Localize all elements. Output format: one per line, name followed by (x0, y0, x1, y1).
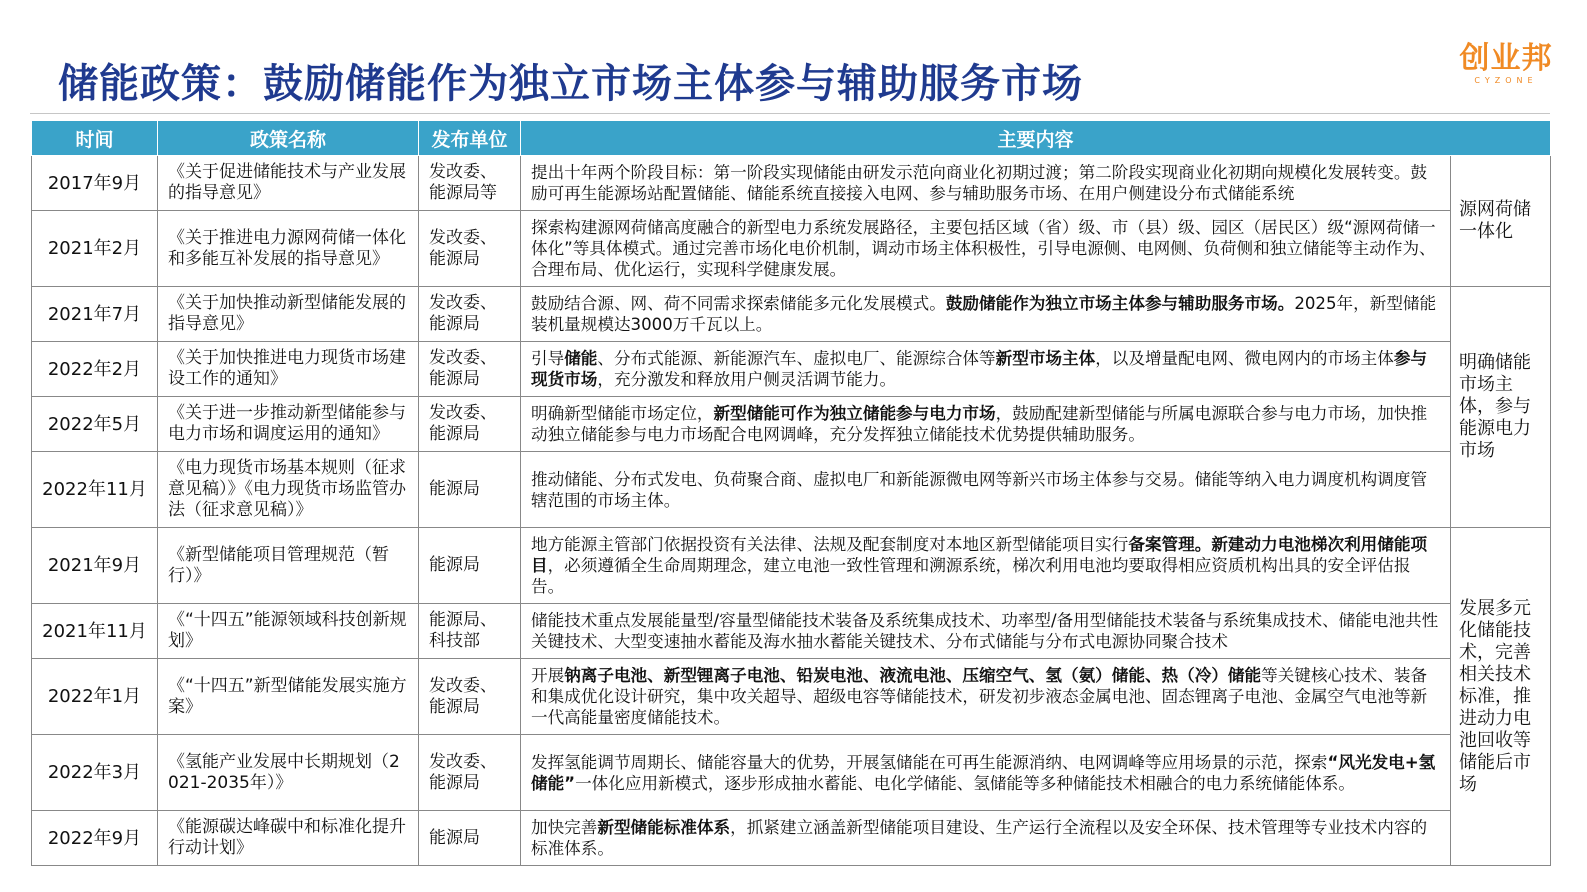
row-content: 推动储能、分布式发电、负荷聚合商、虚拟电厂和新能源微电网等新兴市场主体参与交易。储能等纳入电力调度机构调度管辖范围的市场主体。 (521, 452, 1451, 528)
summary-group-1: 源网荷储一体化 (1451, 156, 1551, 287)
row-content: 探索构建源网荷储高度融合的新型电力系统发展路径，主要包括区域（省）级、市（县）级、园区（居民区）级“源网荷储一体化”等具体模式。通过完善市场化电价机制，调动市场主体积极性，引导电源侧、电网侧、负荷侧和独立储能等主动作为、合理布局、优化运行，实现科学健康发展。 (521, 211, 1451, 287)
table-row (32, 811, 1551, 866)
summary-group-3: 发展多元化储能技术，完善相关技术标准，推进动力电池回收等储能后市场 (1451, 528, 1551, 866)
row-publisher: 发改委、能源局 (419, 342, 521, 397)
row-publisher: 发改委、能源局等 (419, 156, 521, 211)
row-policy-name: 《“十四五”新型储能发展实施方案》 (158, 659, 419, 735)
row-time: 2022年9月 (32, 811, 158, 866)
table-row (32, 287, 1551, 342)
row-policy-name: 《“十四五”能源领域科技创新规划》 (158, 604, 419, 659)
row-time: 2022年1月 (32, 659, 158, 735)
header-name: 政策名称 (158, 121, 419, 156)
row-time: 2017年9月 (32, 156, 158, 211)
row-policy-name: 《能源碳达峰碳中和标准化提升行动计划》 (158, 811, 419, 866)
row-content: 明确新型储能市场定位，新型储能可作为独立储能参与电力市场，鼓励配建新型储能与所属电源联合参与电力市场，加快推动独立储能参与电力市场配合电网调峰，充分发挥独立储能技术优势提供辅助服务。 (521, 397, 1451, 452)
row-policy-name: 《新型储能项目管理规范（暂行）》 (158, 528, 419, 604)
row-publisher: 能源局 (419, 452, 521, 528)
row-publisher: 发改委、能源局 (419, 735, 521, 811)
row-content: 开展钠离子电池、新型锂离子电池、铅炭电池、液流电池、压缩空气、氢（氨）储能、热（冷）储能等关键核心技术、装备和集成优化设计研究，集中攻关超导、超级电容等储能技术，研发初步液态金属电池、固态锂离子电池、金属空气电池等新一代高能量密度储能技术。 (521, 659, 1451, 735)
row-content: 鼓励结合源、网、荷不同需求探索储能多元化发展模式。鼓励储能作为独立市场主体参与辅助服务市场。2025年，新型储能装机量规模达3000万千瓦以上。 (521, 287, 1451, 342)
header-content: 主要内容 (521, 121, 1551, 156)
table-row (32, 604, 1551, 659)
row-content: 加快完善新型储能标准体系，抓紧建立涵盖新型储能项目建设、生产运行全流程以及安全环保、技术管理等专业技术内容的标准体系。 (521, 811, 1451, 866)
row-content: 地方能源主管部门依据投资有关法律、法规及配套制度对本地区新型储能项目实行备案管理。新建动力电池梯次利用储能项目，必须遵循全生命周期理念，建立电池一致性管理和溯源系统，梯次利用电池均要取得相应资质机构出具的安全评估报告。 (521, 528, 1451, 604)
row-publisher: 能源局 (419, 528, 521, 604)
row-policy-name: 《关于促进储能技术与产业发展的指导意见》 (158, 156, 419, 211)
summary-group-2: 明确储能市场主体，参与能源电力市场 (1451, 287, 1551, 528)
table-row (32, 397, 1551, 452)
policy-table (31, 120, 1551, 866)
row-time: 2022年11月 (32, 452, 158, 528)
row-time: 2021年9月 (32, 528, 158, 604)
row-time: 2022年5月 (32, 397, 158, 452)
row-time: 2021年11月 (32, 604, 158, 659)
header-time: 时间 (32, 121, 158, 156)
row-time: 2021年7月 (32, 287, 158, 342)
table-header-row (32, 121, 1551, 156)
row-time: 2022年2月 (32, 342, 158, 397)
row-policy-name: 《氢能产业发展中长期规划（2021-2035年）》 (158, 735, 419, 811)
table-row (32, 342, 1551, 397)
row-publisher: 发改委、能源局 (419, 211, 521, 287)
logo-subtext: CYZONE (1474, 76, 1538, 85)
table-row (32, 452, 1551, 528)
logo-mark: 创业邦 (1459, 41, 1553, 76)
page-title: 储能政策：鼓励储能作为独立市场主体参与辅助服务市场 (58, 61, 1083, 107)
row-policy-name: 《关于推进电力源网荷储一体化和多能互补发展的指导意见》 (158, 211, 419, 287)
table-row (32, 156, 1551, 211)
table-row (32, 659, 1551, 735)
row-content: 引导储能、分布式能源、新能源汽车、虚拟电厂、能源综合体等新型市场主体，以及增量配电网、微电网内的市场主体参与现货市场，充分激发和释放用户侧灵活调节能力。 (521, 342, 1451, 397)
row-content: 发挥氢能调节周期长、储能容量大的优势，开展氢储能在可再生能源消纳、电网调峰等应用场景的示范，探索“风光发电+氢储能”一体化应用新模式，逐步形成抽水蓄能、电化学储能、氢储能等多种储能技术相融合的电力系统储能体系。 (521, 735, 1451, 811)
row-publisher: 能源局 (419, 811, 521, 866)
row-publisher: 能源局、科技部 (419, 604, 521, 659)
row-time: 2021年2月 (32, 211, 158, 287)
row-time: 2022年3月 (32, 735, 158, 811)
brand-logo (1456, 42, 1556, 86)
header-unit: 发布单位 (419, 121, 521, 156)
row-policy-name: 《关于进一步推动新型储能参与电力市场和调度运用的通知》 (158, 397, 419, 452)
row-policy-name: 《关于加快推进电力现货市场建设工作的通知》 (158, 342, 419, 397)
row-publisher: 发改委、能源局 (419, 397, 521, 452)
row-publisher: 发改委、能源局 (419, 659, 521, 735)
row-policy-name: 《电力现货市场基本规则（征求意见稿）》《电力现货市场监管办法（征求意见稿）》 (158, 452, 419, 528)
title-divider (30, 113, 1550, 114)
table-row (32, 211, 1551, 287)
row-content: 储能技术重点发展能量型/容量型储能技术装备及系统集成技术、功率型/备用型储能技术装备与系统集成技术、储能电池共性关键技术、大型变速抽水蓄能及海水抽水蓄能关键技术、分布式储能与分布式电源协同聚合技术 (521, 604, 1451, 659)
table-row (32, 528, 1551, 604)
row-policy-name: 《关于加快推动新型储能发展的指导意见》 (158, 287, 419, 342)
table-row (32, 735, 1551, 811)
row-content: 提出十年两个阶段目标：第一阶段实现储能由研发示范向商业化初期过渡；第二阶段实现商业化初期向规模化发展转变。鼓励可再生能源场站配置储能、储能系统直接接入电网、参与辅助服务市场、在用户侧建设分布式储能系统 (521, 156, 1451, 211)
row-publisher: 发改委、能源局 (419, 287, 521, 342)
